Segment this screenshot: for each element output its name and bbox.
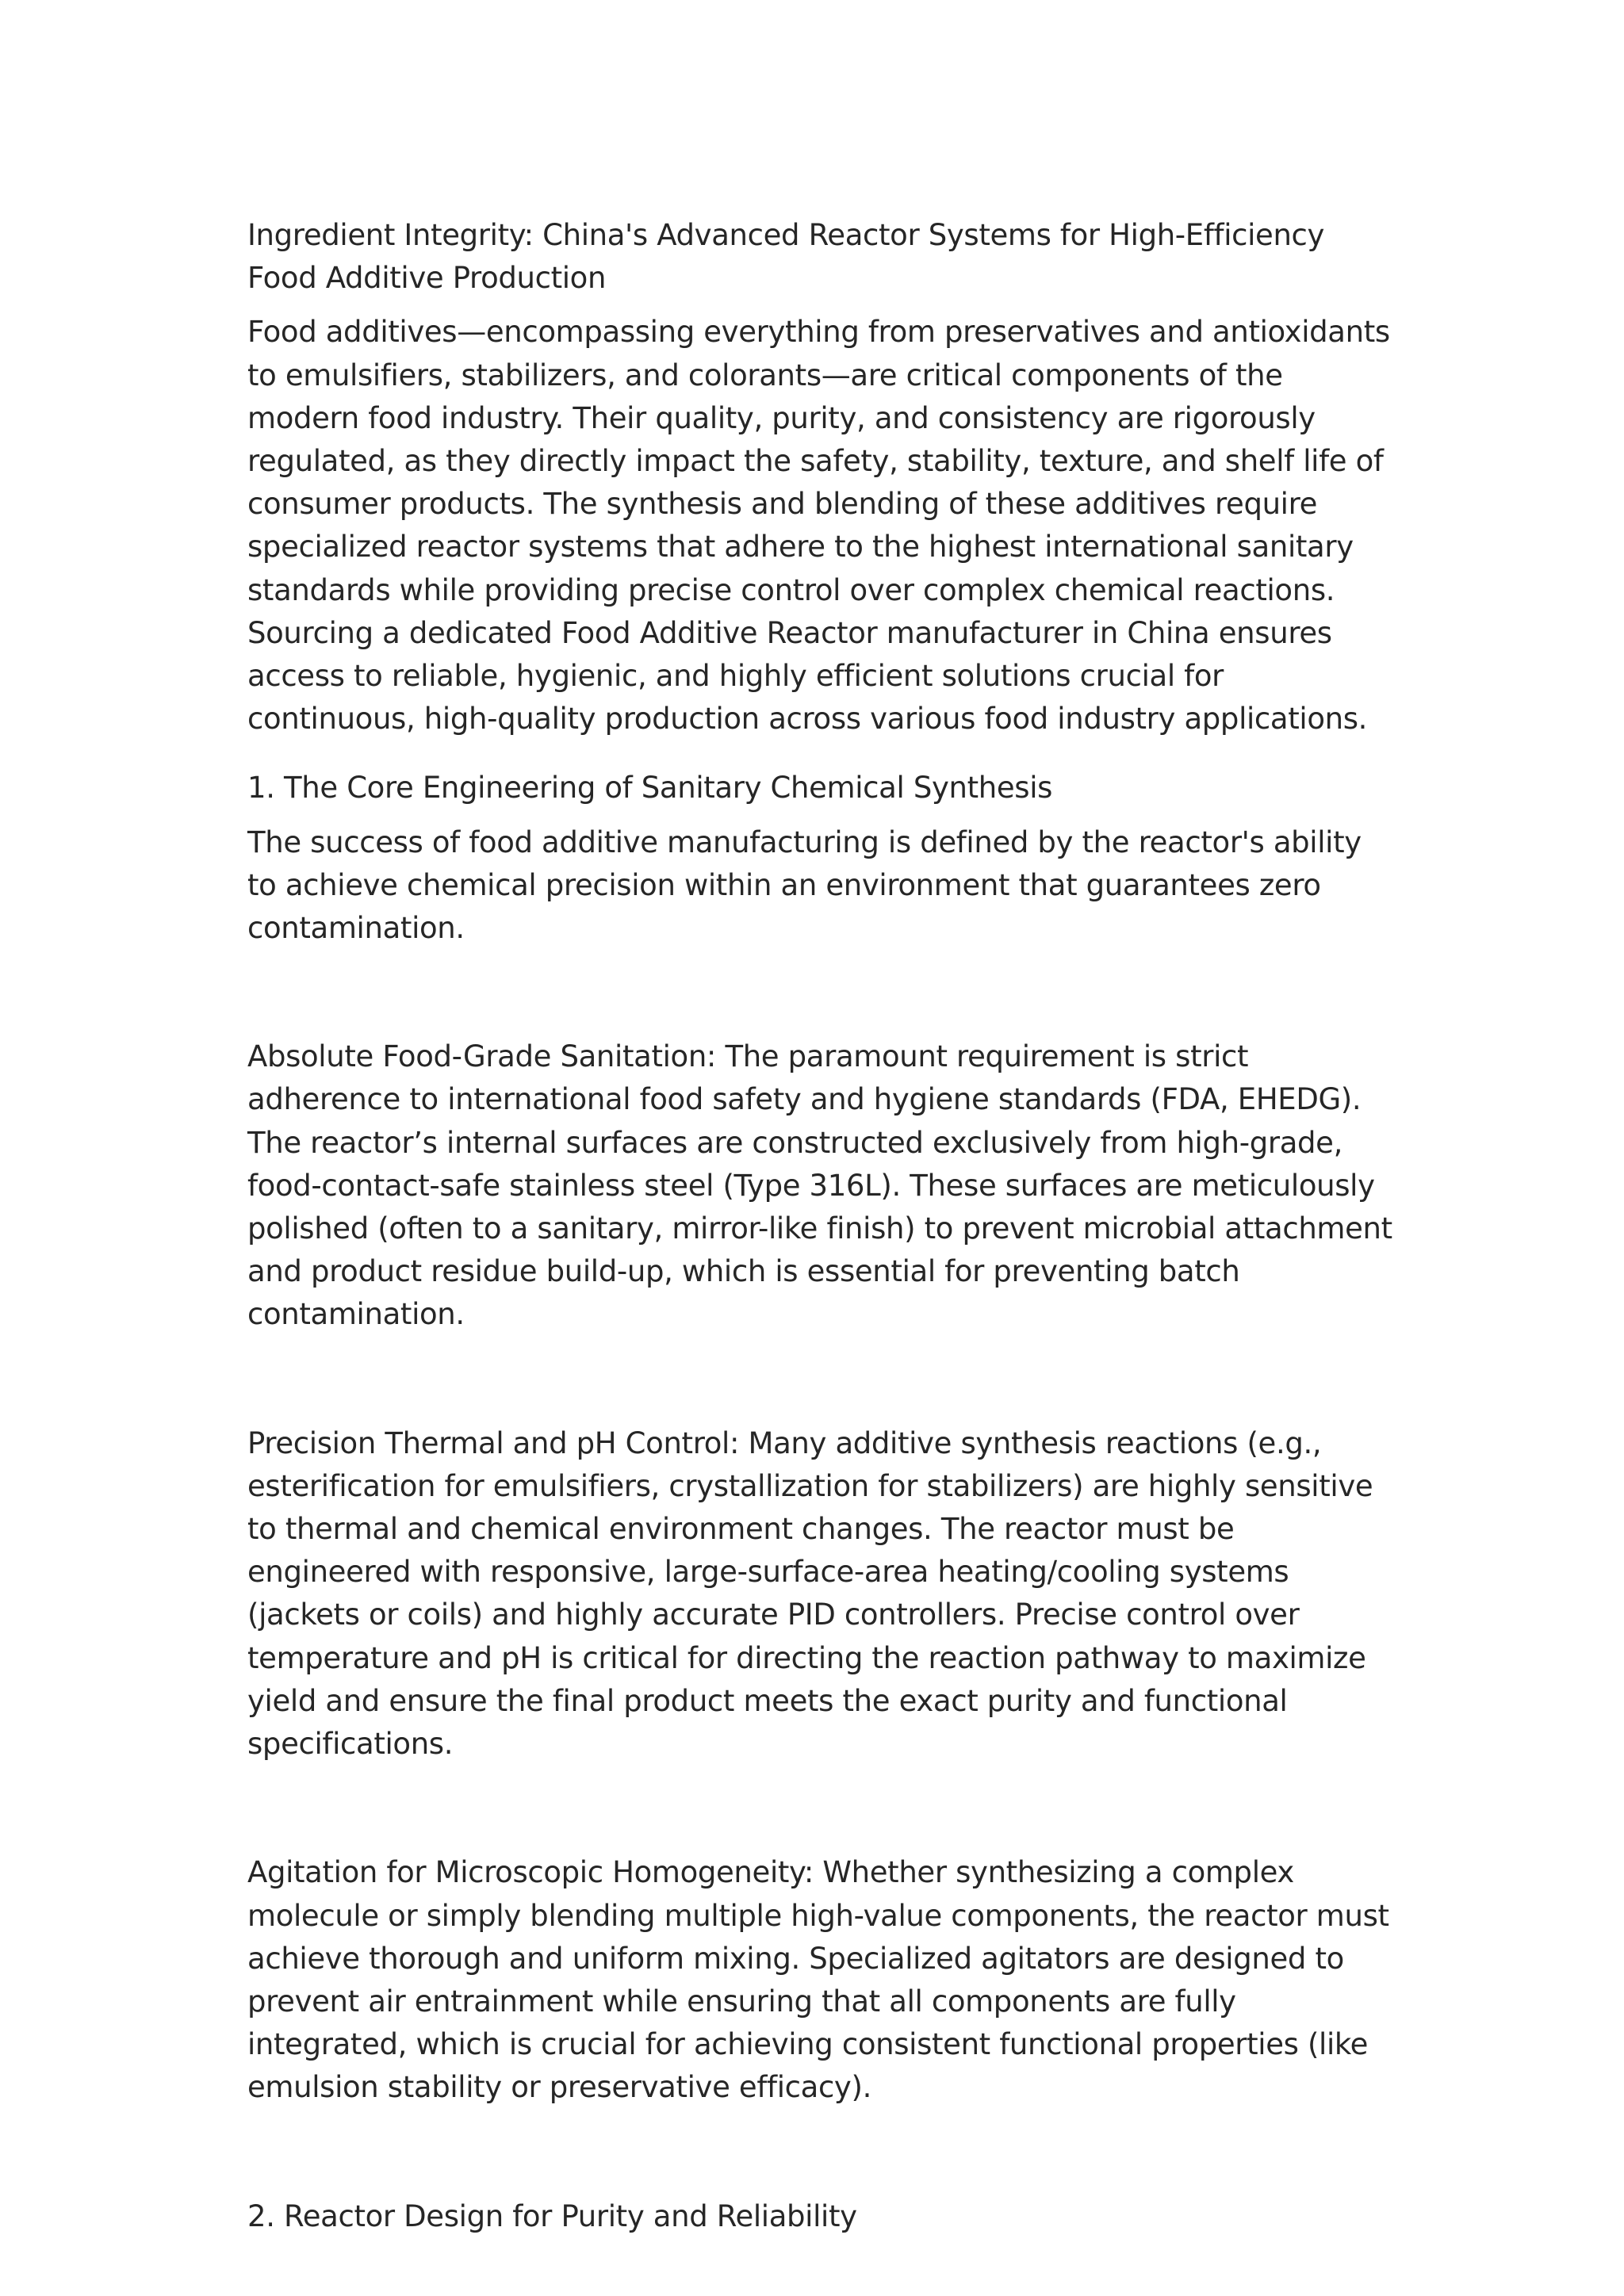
intro-paragraph: Food additives—encompassing everything from preservatives and antioxidants to emulsifiers, stabilizers, and colorants—are critical components of the modern food industry. Their quality, purity, and consistency are rigorously regulated, as they directly impact the safety, stability, texture, and shelf life of consumer products. The synthesis and blending of these additives require specialized reactor systems that adhere to the highest international sanitary standards while providing precise control over complex chemical reactions. Sourcing a dedicated Food Additive Reactor manufacturer in China ensures access to reliable, hygienic, and highly efficient solutions crucial for continuous, high-quality production across various food industry applications.	[247, 315, 1390, 737]
agitation-paragraph: Agitation for Microscopic Homogeneity: Whether synthesizing a complex molecule or simply blending multiple high-value components, the reactor must achieve thorough and uniform mixing. Specialized agitators are designed to prevent air entrainment while ensuring that all components are fully integrated, which is crucial for achieving consistent functional properties (like emulsion stability or preservative efficacy).	[247, 1855, 1389, 2105]
sanitation-paragraph: Absolute Food-Grade Sanitation: The paramount requirement is strict adherence to international food safety and hygiene standards (FDA, EHEDG). The reactor’s internal surfaces are constructed exclusively from high-grade, food-contact-safe stainless steel (Type 316L). These surfaces are meticulously polished (often to a sanitary, mirror-like finish) to prevent microbial attachment and product residue build-up, which is essential for preventing batch contamination.	[247, 1039, 1392, 1332]
thermal-control-paragraph: Precision Thermal and pH Control: Many additive synthesis reactions (e.g., esterification for emulsifiers, crystallization for stabilizers) are highly sensitive to thermal and chemical environment changes. The reactor must be engineered with responsive, large-surface-area heating/cooling systems (jackets or coils) and highly accurate PID controllers. Precise control over temperature and pH is critical for directing the reaction pathway to maximize yield and ensure the final product meets the exact purity and functional specifications.	[247, 1425, 1373, 1762]
document-title: Ingredient Integrity: China's Advanced Reactor Systems for High-Efficiency Food Additive Production	[247, 218, 1325, 296]
section-1-lead-paragraph: The success of food additive manufacturing is defined by the reactor's ability to achieve chemical precision within an environment that guarantees zero contamination.	[247, 825, 1362, 946]
section-1-heading: 1. The Core Engineering of Sanitary Chemical Synthesis	[247, 771, 1053, 806]
document-page	[247, 214, 1397, 2249]
section-2-heading: 2. Reactor Design for Purity and Reliability	[247, 2198, 857, 2233]
